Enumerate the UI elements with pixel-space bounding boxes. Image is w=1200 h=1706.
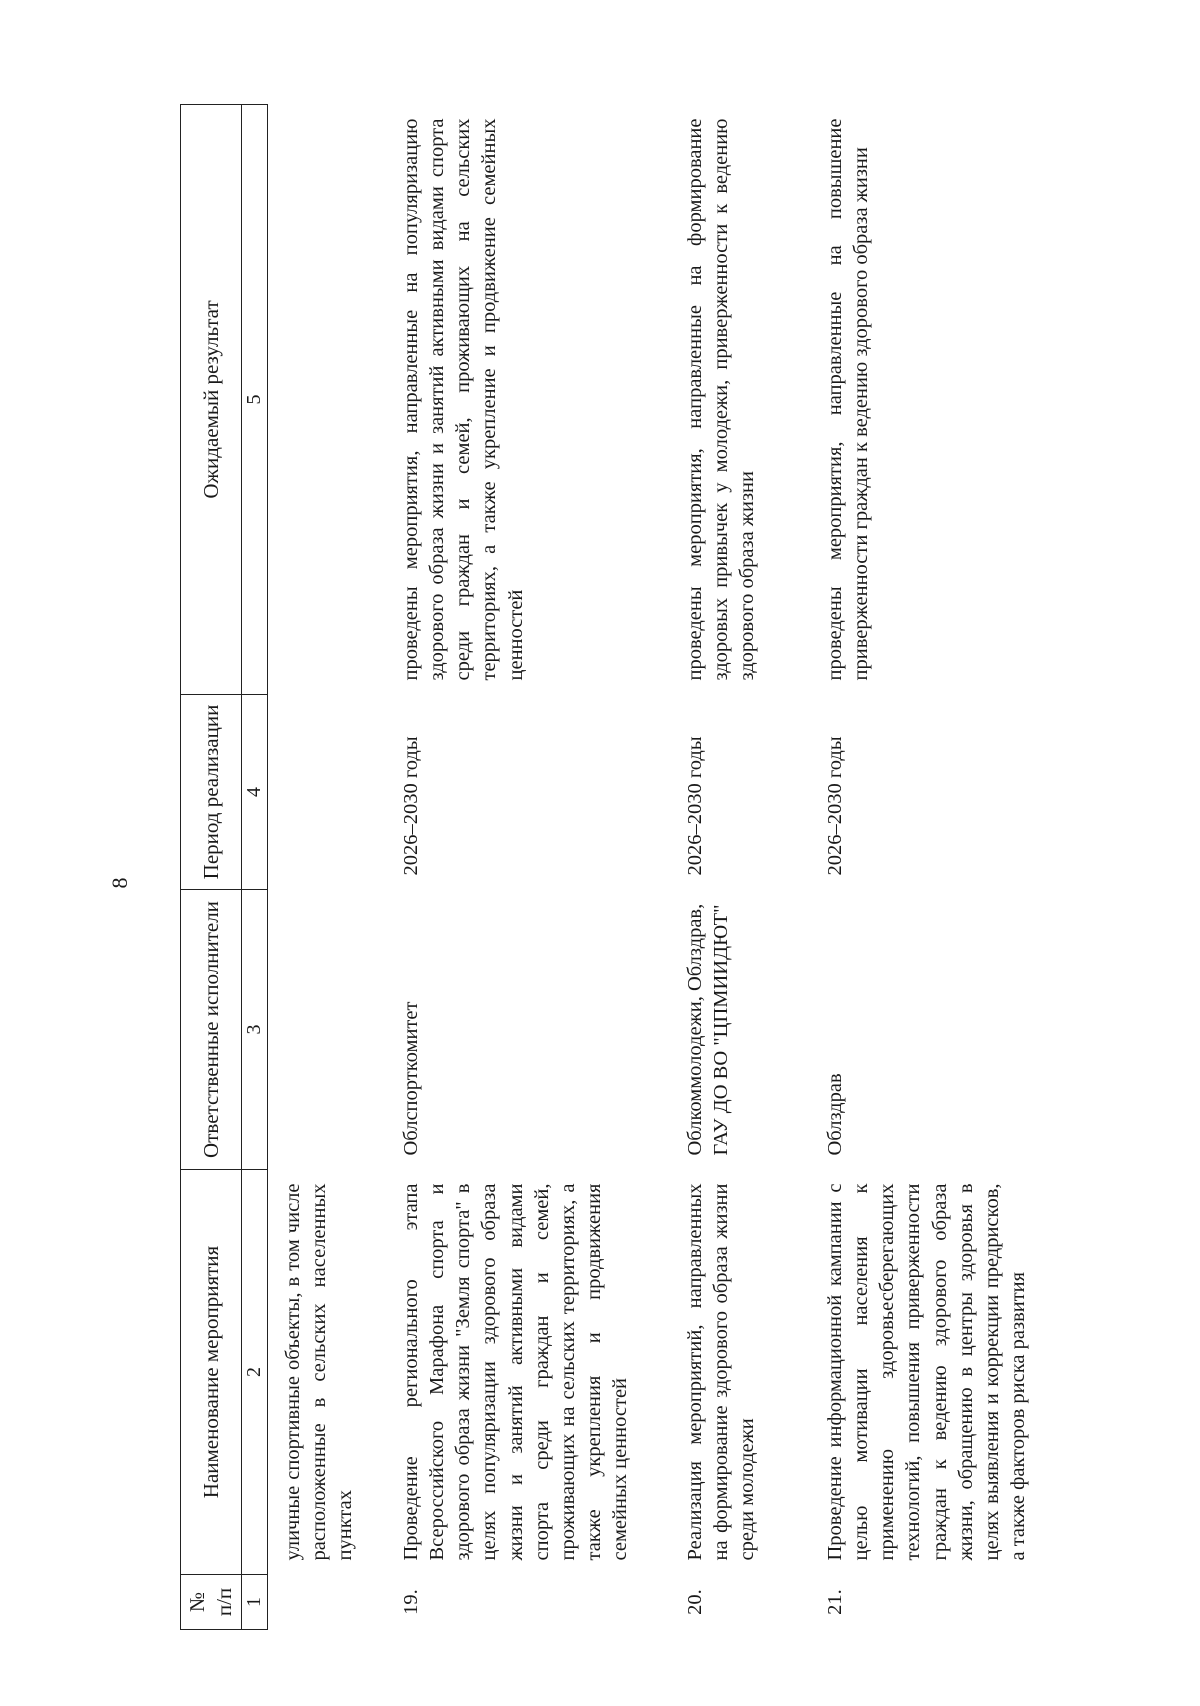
row-name: Проведение информационной кампании с целью мотивации населения к применению здоровьесберегающих технологий, повышения приверженности граждан к ведению здорового образа жизни, обращению в центры здоровья в целях выявления и коррекции предрисков, а также факторов риска развития — [824, 1183, 1029, 1561]
row-num — [268, 1575, 387, 1630]
row-result: проведены мероприятия, направленные на популяризацию здорового образа жизни и занятий активными видами спорта среди граждан и семей, проживающих на сельских территориях, а также укрепление и продвижение семейных ценностей — [400, 118, 527, 681]
header-num: № п/п — [181, 1575, 242, 1630]
header-result: Ожидаемый результат — [181, 105, 242, 695]
measures-table — [180, 104, 1041, 1630]
row-executors: Облздрав — [824, 1073, 847, 1156]
row-name: Реализация мероприятий, направленных на формирование здорового образа жизни среди молодежи — [684, 1183, 759, 1561]
row-result: проведены мероприятия, направленные на повышение приверженности граждан к ведению здорового образа жизни — [824, 118, 873, 681]
table-row — [268, 105, 387, 1630]
table-row — [810, 105, 1040, 1630]
page-number: 8 — [107, 877, 132, 889]
row-num: 20. — [684, 1589, 707, 1615]
row-executors: Облкоммолодежи, Облздрав, ГАУ ДО ВО "ЦПМИИДЮТ" — [684, 903, 733, 1156]
row-num: 19. — [400, 1589, 423, 1615]
row-period: 2026–2030 годы — [824, 736, 847, 876]
row-period: 2026–2030 годы — [684, 736, 707, 876]
rotated-table-area — [180, 105, 1050, 1630]
header-executors: Ответственные исполнители — [181, 890, 242, 1170]
row-result — [268, 105, 387, 695]
row-result: проведены мероприятия, направленные на формирование здоровых привычек у молодежи, приверженности к ведению здорового образа жизни — [684, 118, 759, 681]
row-period: 2026–2030 годы — [400, 736, 423, 876]
table-header-row — [181, 105, 242, 1630]
column-number: 3 — [242, 890, 268, 1170]
row-executors — [268, 890, 387, 1170]
row-name: уличные спортивные объекты, в том числе расположенные в сельских населенных пунктах — [282, 1183, 357, 1561]
column-number: 2 — [242, 1170, 268, 1575]
header-period: Период реализации — [181, 695, 242, 890]
header-name: Наименование мероприятия — [181, 1170, 242, 1575]
row-executors: Облспорткомитет — [400, 1001, 423, 1156]
row-name: Проведение регионального этапа Всероссийского Марафона спорта и здорового образа жизни "Земля спорта" в целях популяризации здорового образа жизни и занятий активными видами спорта среди граждан и семей, проживающих на сельских территориях, а также укрепления и продвижения семейных ценностей — [400, 1183, 631, 1561]
table-row — [670, 105, 810, 1630]
table-row — [386, 105, 670, 1630]
column-number: 1 — [242, 1575, 268, 1630]
row-num: 21. — [824, 1589, 847, 1615]
column-number: 5 — [242, 105, 268, 695]
column-number: 4 — [242, 695, 268, 890]
row-period — [268, 695, 387, 890]
column-number-row — [242, 105, 268, 1630]
